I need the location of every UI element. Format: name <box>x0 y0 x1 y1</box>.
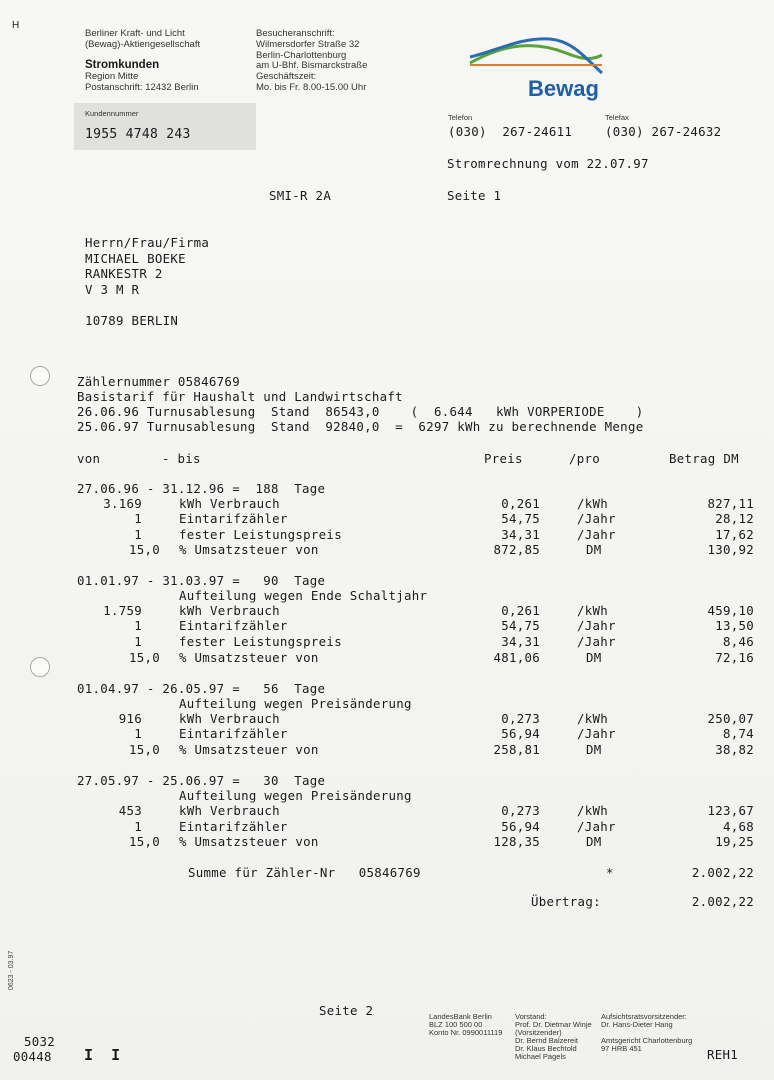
row-per: /kWh <box>577 803 609 818</box>
sender-region: Region Mitte <box>85 71 139 82</box>
page-number: Seite 1 <box>447 188 502 203</box>
supervisory-line-1: Aufsichtsratsvorsitzender: <box>601 1012 687 1021</box>
row-qty: 1 <box>134 618 142 633</box>
board-line-4: Dr. Bernd Balzereit <box>515 1036 578 1045</box>
visitor-line-1: Besucheranschrift: <box>256 28 335 39</box>
tariff-name: Basistarif für Haushalt und Landwirtschaft <box>77 389 403 404</box>
row-desc: % Umsatzsteuer von <box>179 542 319 557</box>
corner-mark: H <box>12 20 20 31</box>
header-preis: Preis <box>484 451 523 466</box>
board-line-5: Dr. Klaus Bechtold <box>515 1044 577 1053</box>
row-amount: 13,50 <box>715 618 754 633</box>
visitor-line-6: Mo. bis Fr. 8.00-15.00 Uhr <box>256 82 367 93</box>
footer-code-1: 5032 <box>24 1034 56 1049</box>
row-price: 872,85 <box>493 542 540 557</box>
header-bis: - bis <box>162 451 201 466</box>
board-line-2: Prof. Dr. Dietmar Winje <box>515 1020 592 1029</box>
meter-number: Zählernummer 05846769 <box>77 374 240 389</box>
row-amount: 28,12 <box>715 511 754 526</box>
row-amount: 459,10 <box>707 603 754 618</box>
row-amount: 8,46 <box>722 634 754 649</box>
period-note: Aufteilung wegen Preisänderung <box>179 788 412 803</box>
row-amount: 38,82 <box>715 742 754 757</box>
row-price: 0,261 <box>501 496 540 511</box>
row-price: 56,94 <box>501 819 540 834</box>
visitor-line-3: Berlin-Charlottenburg <box>256 50 347 61</box>
supervisory-line-2: Dr. Hans-Dieter Harig <box>601 1020 673 1029</box>
phone-label: Telefon <box>448 113 473 122</box>
row-amount: 123,67 <box>707 803 754 818</box>
visitor-line-4: am U-Bhf. Bismarckstraße <box>256 60 368 71</box>
row-qty: 15,0 <box>128 742 160 757</box>
row-price: 0,261 <box>501 603 540 618</box>
row-desc: kWh Verbrauch <box>179 603 280 618</box>
summary-amount: 2.002,22 <box>691 865 754 880</box>
document-code: SMI-R 2A <box>269 188 332 203</box>
row-price: 0,273 <box>501 803 540 818</box>
row-desc: % Umsatzsteuer von <box>179 650 319 665</box>
row-per: /kWh <box>577 711 609 726</box>
row-amount: 8,74 <box>722 726 754 741</box>
row-qty: 1 <box>134 634 142 649</box>
address-line-4: V 3 M R <box>85 282 140 297</box>
row-per: /Jahr <box>577 511 616 526</box>
row-desc: Eintarifzähler <box>179 819 288 834</box>
board-line-1: Vorstand: <box>515 1012 547 1021</box>
row-per: /kWh <box>577 496 609 511</box>
carry-label: Übertrag: <box>531 894 601 909</box>
row-amount: 17,62 <box>715 527 754 542</box>
row-desc: % Umsatzsteuer von <box>179 834 319 849</box>
side-form-code: 0623 - 03.97 <box>8 950 15 990</box>
row-qty: 1 <box>134 726 142 741</box>
row-qty: 1 <box>134 511 142 526</box>
row-desc: Eintarifzähler <box>179 726 288 741</box>
row-qty: 15,0 <box>128 542 160 557</box>
row-price: 54,75 <box>501 511 540 526</box>
row-per: /kWh <box>577 603 609 618</box>
row-price: 34,31 <box>501 634 540 649</box>
reading-line-1: 26.06.96 Turnusablesung Stand 86543,0 ( 6.644 kWh VORPERIODE ) <box>77 404 644 419</box>
phone-number: (030) 267-24611 <box>448 124 573 139</box>
summary-label: Summe für Zähler-Nr 05846769 <box>188 865 421 880</box>
supervisory-line-5: 97 HRB 451 <box>601 1044 642 1053</box>
footer-ref: REH1 <box>707 1047 739 1062</box>
bewag-logo-text: Bewag <box>528 76 599 101</box>
row-qty: 15,0 <box>128 650 160 665</box>
row-per: /Jahr <box>577 726 616 741</box>
row-per: /Jahr <box>577 819 616 834</box>
invoice-title: Stromrechnung vom 22.07.97 <box>447 156 649 171</box>
customer-number-label: Kundennummer <box>85 109 139 118</box>
fax-label: Telefax <box>605 113 629 122</box>
customer-number: 1955 4748 243 <box>85 127 191 142</box>
supervisory-line-4: Amtsgericht Charlottenburg <box>601 1036 693 1045</box>
row-per: /Jahr <box>577 634 616 649</box>
row-desc: Eintarifzähler <box>179 618 288 633</box>
row-price: 128,35 <box>493 834 540 849</box>
sender-dept: Stromkunden <box>85 59 160 71</box>
row-per: DM <box>586 834 602 849</box>
row-amount: 4,68 <box>722 819 754 834</box>
row-price: 54,75 <box>501 618 540 633</box>
row-desc: fester Leistungspreis <box>179 527 342 542</box>
sender-line-2: (Bewag)-Aktiengesellschaft <box>85 39 201 50</box>
row-desc: Eintarifzähler <box>179 511 288 526</box>
address-line-3: RANKESTR 2 <box>85 266 163 281</box>
row-amount: 250,07 <box>707 711 754 726</box>
summary-star: * <box>606 865 614 880</box>
row-desc: kWh Verbrauch <box>179 803 280 818</box>
row-price: 34,31 <box>501 527 540 542</box>
header-von: von <box>77 451 101 466</box>
bank-line-2: BLZ 100 500 00 <box>429 1020 483 1029</box>
row-desc: fester Leistungspreis <box>179 634 342 649</box>
period-line: 01.01.97 - 31.03.97 = 90 Tage <box>77 573 326 588</box>
row-per: /Jahr <box>577 527 616 542</box>
header-betrag: Betrag DM <box>669 451 739 466</box>
bank-line-3: Konto Nr. 0990011119 <box>429 1028 503 1037</box>
visitor-line-5: Geschäftszeit: <box>256 71 317 82</box>
board-line-3: (Vorsitzender) <box>515 1028 562 1037</box>
board-line-6: Michael Pagels <box>515 1052 566 1061</box>
sender-postal: Postanschrift: 12432 Berlin <box>85 82 199 93</box>
row-qty: 916 <box>118 711 142 726</box>
row-per: DM <box>586 542 602 557</box>
row-amount: 19,25 <box>715 834 754 849</box>
row-price: 481,06 <box>493 650 540 665</box>
period-line: 01.04.97 - 26.05.97 = 56 Tage <box>77 681 326 696</box>
footer-bars: I I <box>84 1046 121 1064</box>
row-qty: 15,0 <box>128 834 160 849</box>
footer-page-number: Seite 2 <box>319 1003 374 1018</box>
address-line-2: MICHAEL BOEKE <box>85 251 186 266</box>
row-qty: 1 <box>134 819 142 834</box>
row-amount: 72,16 <box>715 650 754 665</box>
period-note: Aufteilung wegen Preisänderung <box>179 696 412 711</box>
row-desc: kWh Verbrauch <box>179 711 280 726</box>
period-note: Aufteilung wegen Ende Schaltjahr <box>179 588 428 603</box>
address-line-6: 10789 BERLIN <box>85 313 179 328</box>
row-per: DM <box>586 742 602 757</box>
punch-hole <box>30 366 50 386</box>
row-qty: 1 <box>134 527 142 542</box>
row-price: 0,273 <box>501 711 540 726</box>
row-price: 56,94 <box>501 726 540 741</box>
row-per: DM <box>586 650 602 665</box>
row-qty: 453 <box>118 803 142 818</box>
row-amount: 827,11 <box>707 496 754 511</box>
sender-line-1: Berliner Kraft- und Licht <box>85 28 185 39</box>
header-pro: /pro <box>569 451 601 466</box>
row-qty: 1.759 <box>103 603 142 618</box>
period-line: 27.06.96 - 31.12.96 = 188 Tage <box>77 481 326 496</box>
period-line: 27.05.97 - 25.06.97 = 30 Tage <box>77 773 326 788</box>
punch-hole <box>30 657 50 677</box>
row-amount: 130,92 <box>707 542 754 557</box>
reading-line-2: 25.06.97 Turnusablesung Stand 92840,0 = 6297 kWh zu berechnende Menge <box>77 419 644 434</box>
row-desc: kWh Verbrauch <box>179 496 280 511</box>
row-price: 258,81 <box>493 742 540 757</box>
carry-amount: 2.002,22 <box>691 894 754 909</box>
row-qty: 3.169 <box>103 496 142 511</box>
visitor-line-2: Wilmersdorfer Straße 32 <box>256 39 360 50</box>
row-per: /Jahr <box>577 618 616 633</box>
address-line-1: Herrn/Frau/Firma <box>85 235 210 250</box>
fax-number: (030) 267-24632 <box>605 124 722 139</box>
row-desc: % Umsatzsteuer von <box>179 742 319 757</box>
footer-code-2: 00448 <box>13 1049 52 1064</box>
bank-line-1: LandesBank Berlin <box>429 1012 492 1021</box>
